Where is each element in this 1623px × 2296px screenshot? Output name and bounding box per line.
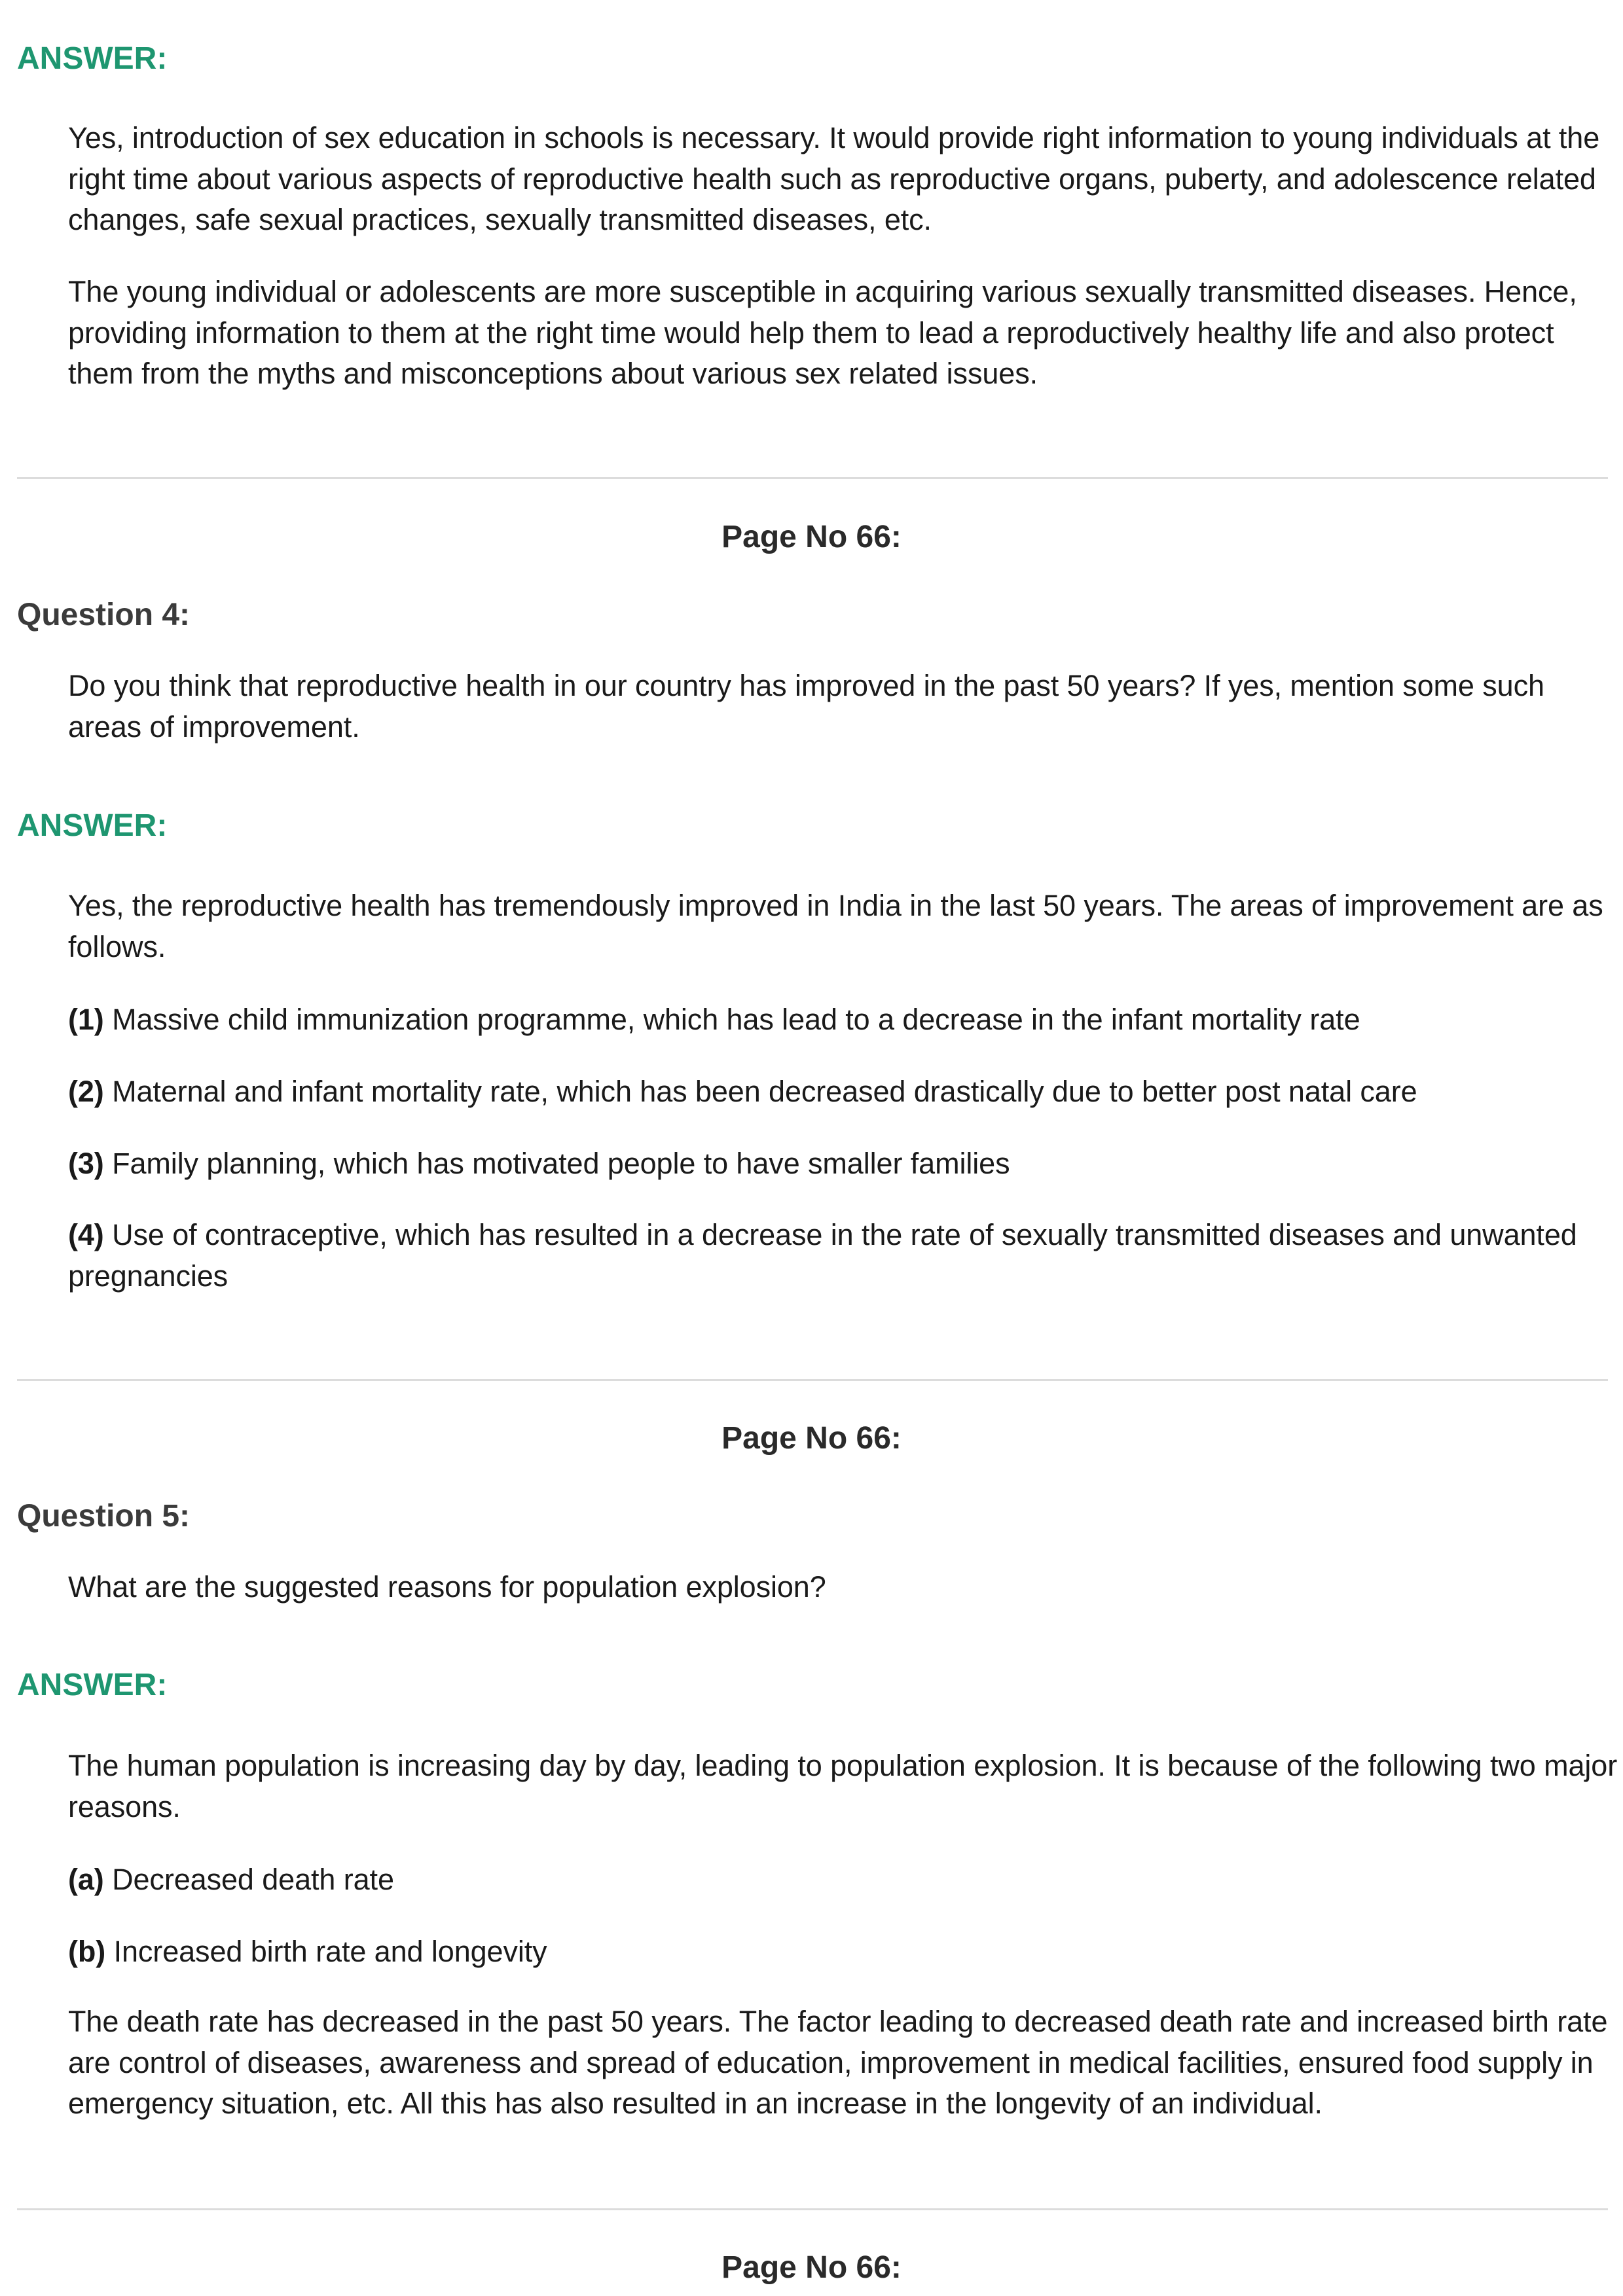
- page-number-heading: Page No 66:: [721, 2250, 902, 2285]
- section-divider: [17, 477, 1608, 479]
- list-item: [68, 1071, 1620, 1113]
- answer-paragraph: Yes, introduction of sex education in schools is necessary. It would provide right information to young individuals at the right time about various aspects of reproductive health such as reproductive organs, puberty, and adolescence related changes, safe sexual practices, sexually transmitted diseases, etc.: [68, 121, 1600, 236]
- question-text: Do you think that reproductive health in our country has improved in the past 50 years? If yes, mention some such areas of improvement.: [68, 669, 1544, 744]
- list-item-text: Use of contraceptive, which has resulted in a decrease in the rate of sexually transmitted diseases and unwanted pregnancies: [68, 1218, 1577, 1293]
- question-text: What are the suggested reasons for population explosion?: [68, 1570, 826, 1604]
- answer-heading: ANSWER:: [17, 41, 168, 76]
- list-item: [68, 1143, 1620, 1185]
- list-marker: (a): [68, 1863, 104, 1896]
- page-number-heading: Page No 66:: [721, 1421, 902, 1456]
- list-item-text: Family planning, which has motivated people to have smaller families: [103, 1147, 1010, 1180]
- answer-intro: Yes, the reproductive health has tremendously improved in India in the last 50 years. The areas of improvement are as follows.: [68, 889, 1603, 963]
- list-marker: (b): [68, 1935, 106, 1968]
- list-marker: (3): [68, 1147, 104, 1180]
- answer-heading: ANSWER:: [17, 1668, 168, 1702]
- page-number-heading: Page No 66:: [721, 520, 902, 554]
- list-item: [68, 1931, 1620, 1973]
- list-item: [68, 999, 1620, 1041]
- question-heading: Question 5:: [17, 1499, 191, 1534]
- section-divider: [17, 1379, 1608, 1381]
- list-item-text: Maternal and infant mortality rate, which has been decreased drastically due to better post natal care: [103, 1075, 1417, 1108]
- list-marker: (4): [68, 1218, 104, 1251]
- answer-intro: The human population is increasing day by day, leading to population explosion. It is because of the following two major reasons.: [68, 1749, 1618, 1823]
- list-item: [68, 1215, 1620, 1297]
- section-divider: [17, 2208, 1608, 2210]
- list-item-text: Increased birth rate and longevity: [105, 1935, 547, 1968]
- list-item-text: Decreased death rate: [103, 1863, 394, 1896]
- list-marker: (1): [68, 1003, 104, 1036]
- answer-paragraph: The death rate has decreased in the past 50 years. The factor leading to decreased death rate and increased birth rate are control of diseases, awareness and spread of education, improvement in medical facilities, ensured food supply in emergency situation, etc. All this has also resulted in an increase in the longevity of an individual.: [68, 2005, 1608, 2120]
- answer-paragraph: The young individual or adolescents are more susceptible in acquiring various sexually transmitted diseases. Hence, providing information to them at the right time would help them to lead a reproductively healthy life and also protect them from the myths and misconceptions about various sex related issues.: [68, 275, 1577, 390]
- answer-heading: ANSWER:: [17, 808, 168, 843]
- question-heading: Question 4:: [17, 598, 191, 632]
- list-marker: (2): [68, 1075, 104, 1108]
- list-item-text: Massive child immunization programme, which has lead to a decrease in the infant mortality rate: [103, 1003, 1360, 1036]
- list-item: [68, 1859, 1620, 1901]
